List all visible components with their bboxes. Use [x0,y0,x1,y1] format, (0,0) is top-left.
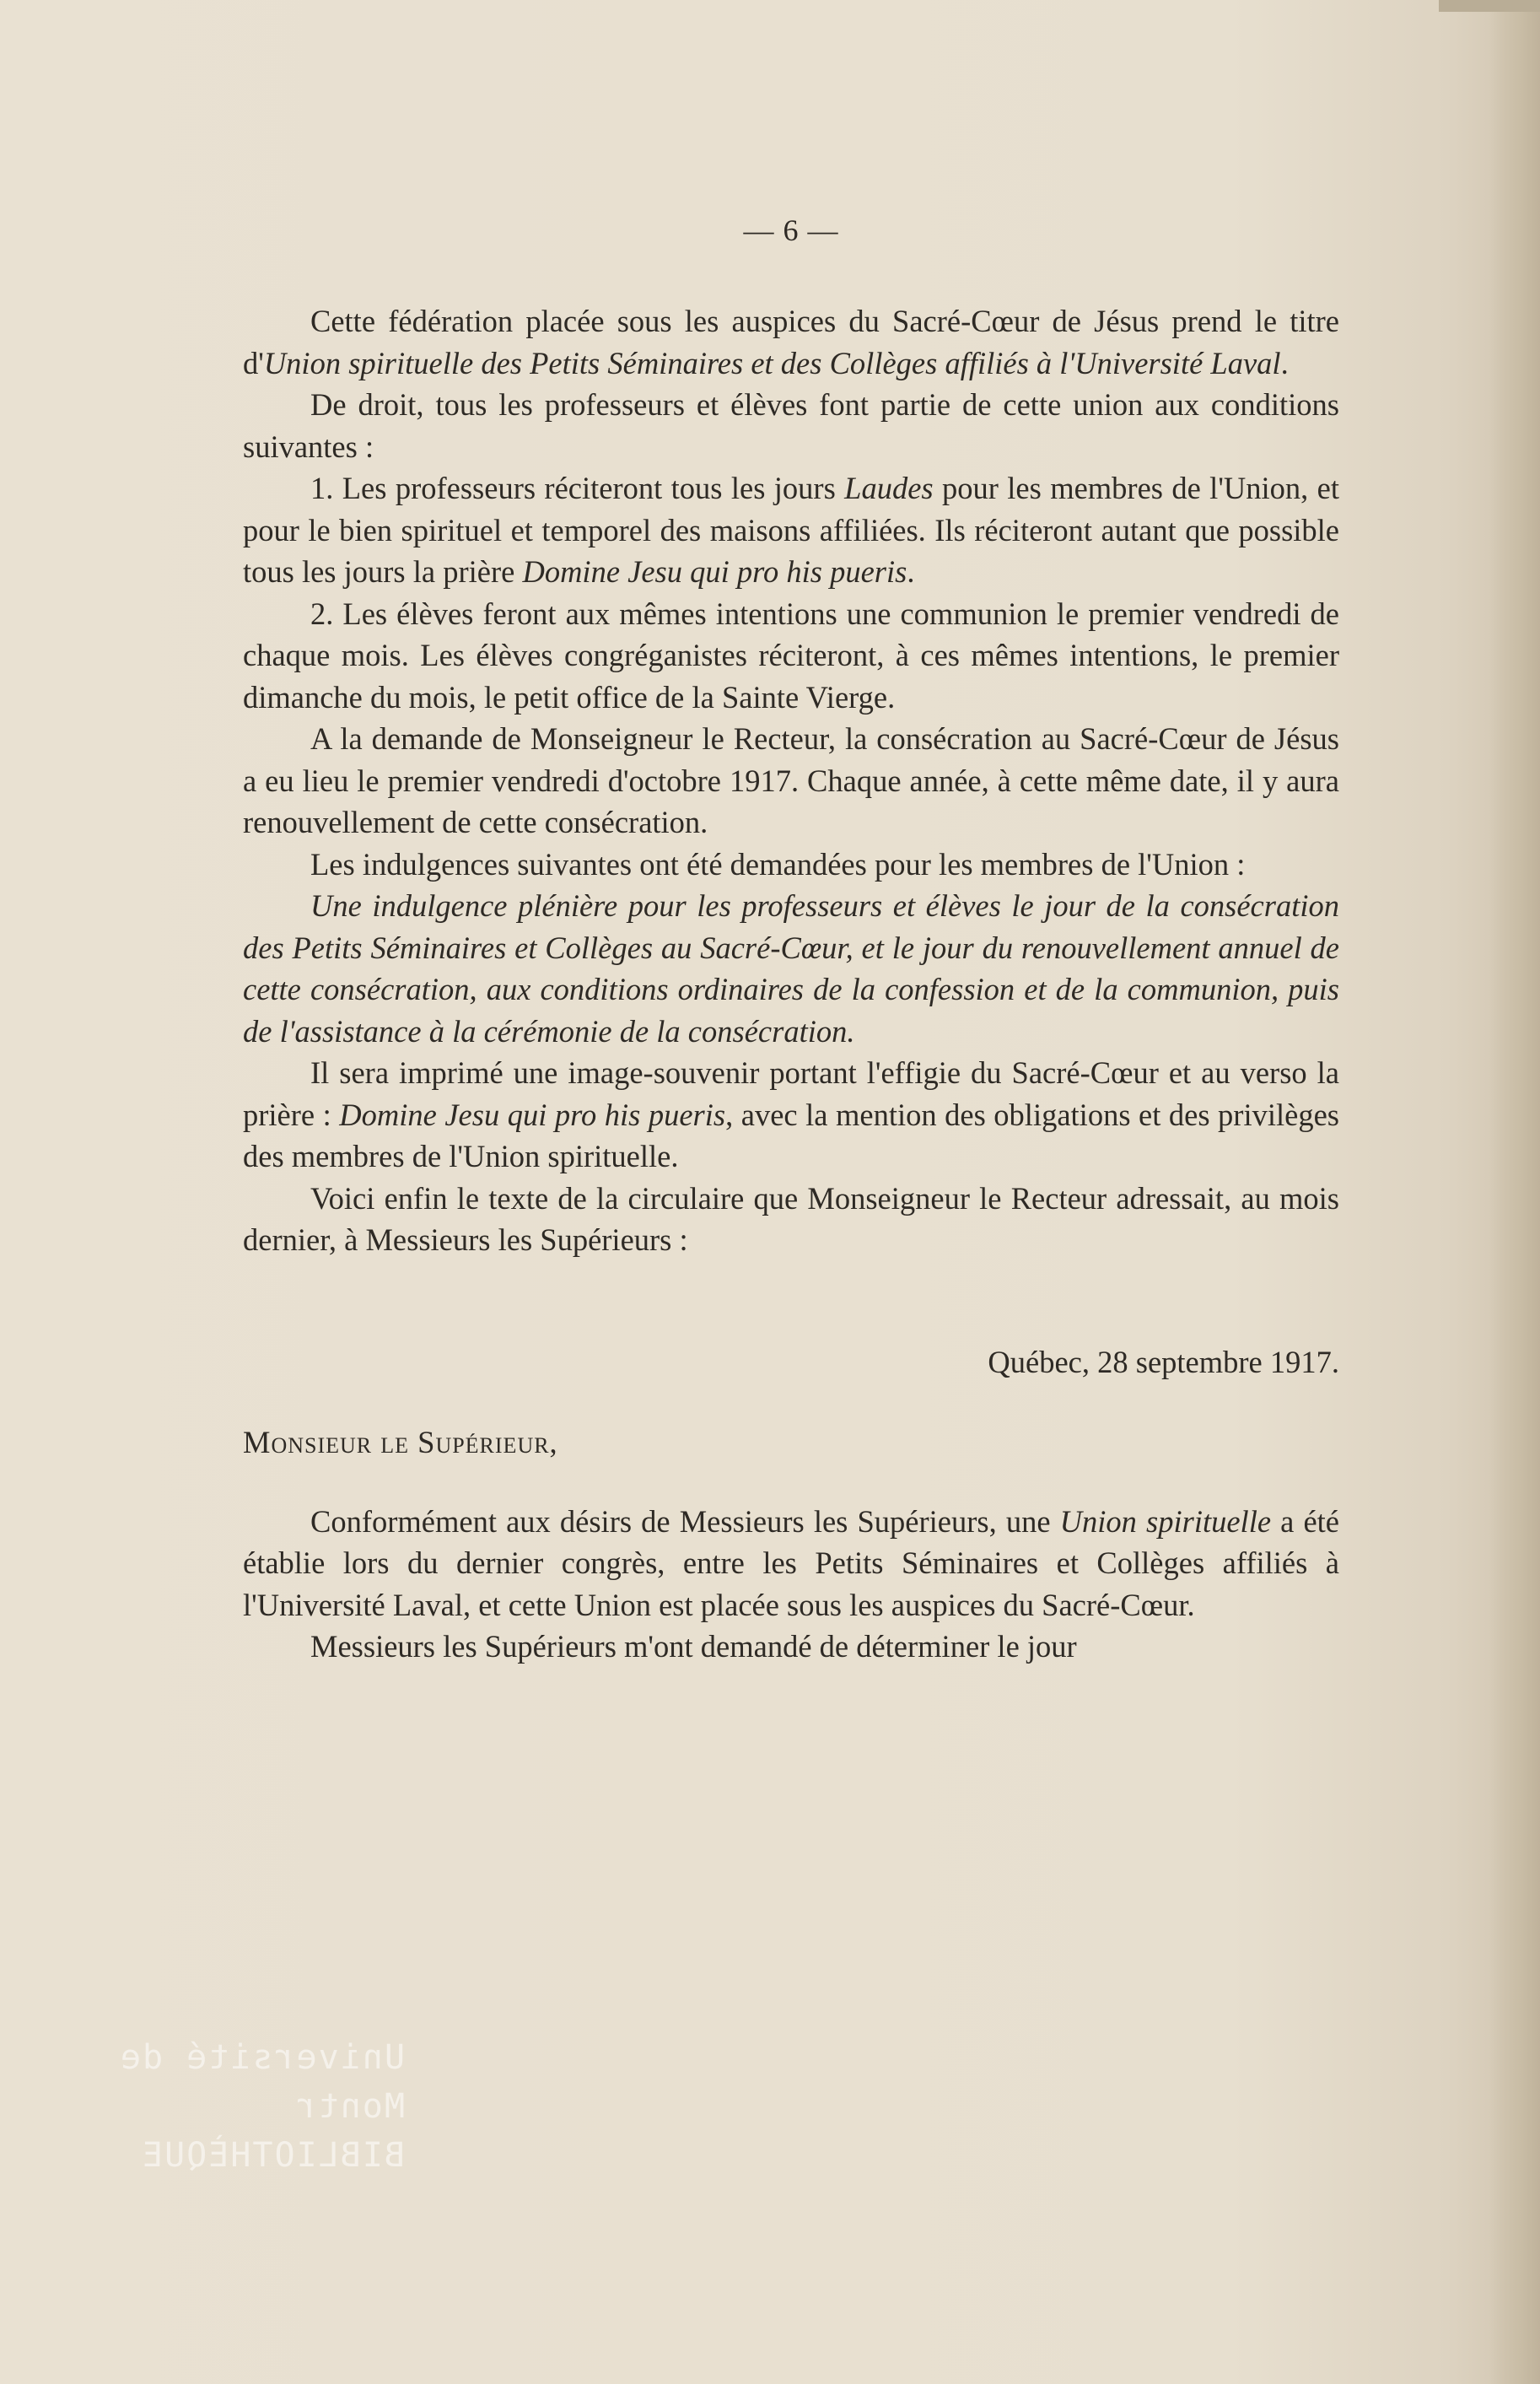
paragraph-droit: De droit, tous les professeurs et élèves font partie de cette union aux conditions suivantes : [243,387,1339,464]
letter-paragraph-jour: Messieurs les Supérieurs m'ont demandé de déterminer le jour [310,1629,1077,1664]
paragraph-image-souvenir [243,1052,1339,1178]
paragraph-circulaire: Voici enfin le texte de la circulaire que Monseigneur le Recteur adressait, au mois dernier, à Messieurs les Supérieurs : [243,1180,1339,1257]
laudes: Laudes [844,471,934,505]
page-number: — 6 — [743,213,839,247]
union-title: Union spirituelle des Petits Séminaires et des Collèges affiliés à l'Université Laval [263,345,1281,380]
paragraph-text: . [907,554,915,589]
prayer-title: Domine Jesu qui pro his pueris [339,1097,726,1132]
letter-salutation: Monsieur le Supérieur, [243,1425,558,1459]
paragraph-indulgences: Les indulgences suivantes ont été demandées pour les membres de l'Union : [310,846,1246,882]
paragraph-text: pour les membres de l'Union, et pour le bien spirituel et temporel des maisons affiliées. Ils réciteront autant que possible tous les jours la prière [243,471,1339,589]
paragraph-condition-2: 2. Les élèves feront aux mêmes intentions une communion le premier vendredi de chaque mois. Les élèves congréganistes réciteront, à ces mêmes intentions, le premier dimanche du mois, le petit office de la Sainte Vierge. [243,596,1339,715]
page-corner-shadow [1439,0,1540,12]
bleed-through-line-2: BIBLIOTHÈQUE [141,2136,405,2175]
paragraph-text: Il sera imprimé une image-souvenir portant l'effigie du Sacré-Cœur et au verso la prière : [243,1055,1339,1132]
bleed-through-line-1: Université de Montr [118,2038,405,2126]
letter-paragraph-union [243,1501,1339,1626]
paragraph-consecration: A la demande de Monseigneur le Recteur, la consécration au Sacré-Cœur de Jésus a eu lieu le premier vendredi d'octobre 1917. Chaque année, à cette même date, il y aura renouvellement de cette consécration. [243,721,1339,839]
paragraph-text: 1. Les professeurs réciteront tous les jours [310,471,845,505]
page-edge-shadow [1489,0,1540,2384]
union-spirituelle: Union spirituelle [1059,1503,1272,1539]
bleed-through-stamp [0,2033,405,2180]
paragraph-text: Conformément aux désirs de Messieurs les Supérieurs, une [310,1503,1060,1539]
paragraph-text: Cette fédération placée sous les auspices du Sacré-Cœur de Jésus prend le titre d' [243,304,1339,380]
paragraph-text: . [1280,345,1289,380]
paragraph-text: a été établie lors du dernier congrès, entre les Petits Séminaires et Collèges affiliés à l'Université Laval, et cette Union est placée sous les auspices du Sacré-Cœur. [243,1503,1339,1622]
document-body [243,213,1339,1668]
paragraph-text: , avec la mention des obligations et des privilèges des membres de l'Union spirituelle. [243,1097,1339,1173]
paragraph-indulgence-pleniere: Une indulgence plénière pour les professeurs et élèves le jour de la consécration des Petits Séminaires et Collèges au Sacré-Cœur, et le jour du renouvellement annuel de cette consécration, aux conditions ordinaires de la confession et de la communion, puis de l'assistance à la cérémonie de la consécration. [243,888,1339,1049]
letter-date: Québec, 28 septembre 1917. [988,1344,1339,1379]
paragraph-condition-1 [243,467,1339,593]
paragraph-federation [243,300,1339,384]
prayer-title: Domine Jesu qui pro his pueris [522,554,907,589]
